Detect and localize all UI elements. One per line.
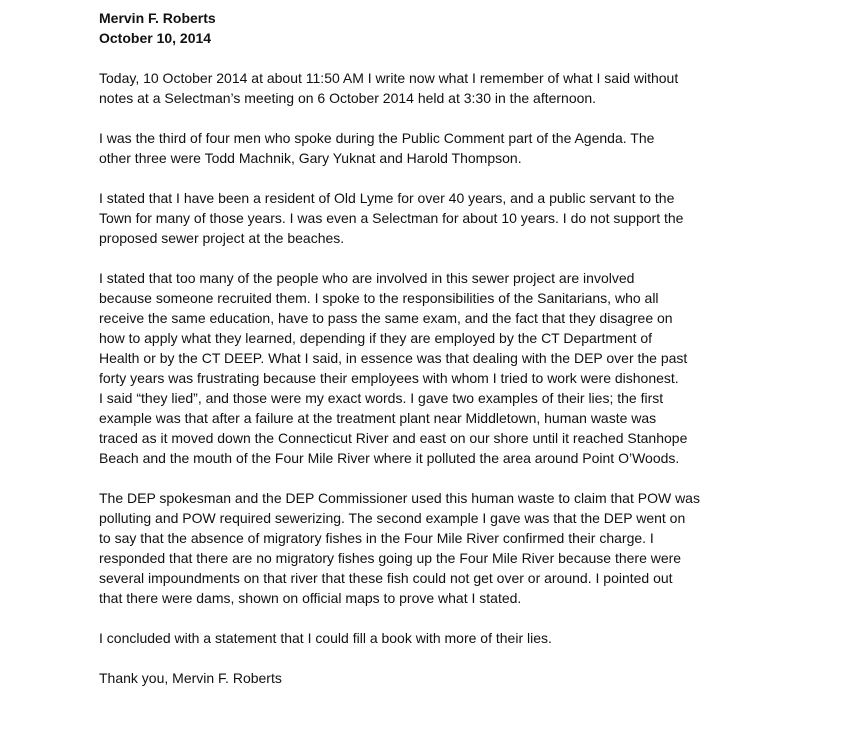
paragraph-line: responded that there are no migratory fishes going up the Four Mile River because there were (99, 550, 682, 566)
body-paragraph (99, 268, 769, 468)
paragraph-line: forty years was frustrating because their employees with whom I tried to work were dishonest. (99, 370, 679, 386)
body-paragraph (99, 128, 769, 168)
paragraph-line: proposed sewer project at the beaches. (99, 230, 345, 246)
paragraph-line: Health or by the CT DEEP. What I said, in essence was that dealing with the DEP over the past (99, 350, 688, 366)
paragraph-line: other three were Todd Machnik, Gary Yuknat and Harold Thompson. (99, 150, 522, 166)
letter-page (99, 8, 769, 708)
paragraph-line: that there were dams, shown on official maps to prove what I stated. (99, 590, 522, 606)
paragraph-line: I concluded with a statement that I could fill a book with more of their lies. (99, 630, 552, 646)
paragraph-line: how to apply what they learned, depending if they are employed by the CT Department of (99, 330, 653, 346)
paragraph-line: Town for many of those years. I was even a Selectman for about 10 years. I do not support the (99, 210, 684, 226)
letter-body (99, 68, 769, 688)
paragraph-line: notes at a Selectman’s meeting on 6 October 2014 held at 3:30 in the afternoon. (99, 90, 597, 106)
paragraph-line: example was that after a failure at the treatment plant near Middletown, human waste was (99, 410, 657, 426)
body-paragraph (99, 668, 769, 688)
paragraph-line: Beach and the mouth of the Four Mile River where it polluted the area around Point O’Woods. (99, 450, 680, 466)
paragraph-line: Today, 10 October 2014 at about 11:50 AM I write now what I remember of what I said without (99, 70, 679, 86)
body-paragraph (99, 68, 769, 108)
paragraph-line: receive the same education, have to pass the same exam, and the fact that they disagree on (99, 310, 673, 326)
paragraph-line: polluting and POW required sewerizing. The second example I gave was that the DEP went on (99, 510, 686, 526)
body-paragraph (99, 188, 769, 248)
paragraph-line: because someone recruited them. I spoke to the responsibilities of the Sanitarians, who all (99, 290, 659, 306)
paragraph-line: I said “they lied”, and those were my exact words. I gave two examples of their lies; the first (99, 390, 664, 406)
paragraph-line: I stated that too many of the people who are involved in this sewer project are involved (99, 270, 635, 286)
paragraph-line: I stated that I have been a resident of Old Lyme for over 40 years, and a public servant to the (99, 190, 675, 206)
paragraph-line: I was the third of four men who spoke during the Public Comment part of the Agenda. The (99, 130, 655, 146)
paragraph-line: several impoundments on that river that these fish could not get over or around. I pointed out (99, 570, 673, 586)
paragraph-line: Thank you, Mervin F. Roberts (99, 670, 282, 686)
paragraph-line: traced as it moved down the Connecticut River and east on our shore until it reached Stanhope (99, 430, 688, 446)
letter-date: October 10, 2014 (99, 30, 212, 46)
body-paragraph (99, 628, 769, 648)
body-paragraph (99, 488, 769, 608)
paragraph-line: to say that the absence of migratory fishes in the Four Mile River confirmed their charge. I (99, 530, 654, 546)
author-name: Mervin F. Roberts (99, 10, 216, 26)
paragraph-line: The DEP spokesman and the DEP Commissioner used this human waste to claim that POW was (99, 490, 700, 506)
